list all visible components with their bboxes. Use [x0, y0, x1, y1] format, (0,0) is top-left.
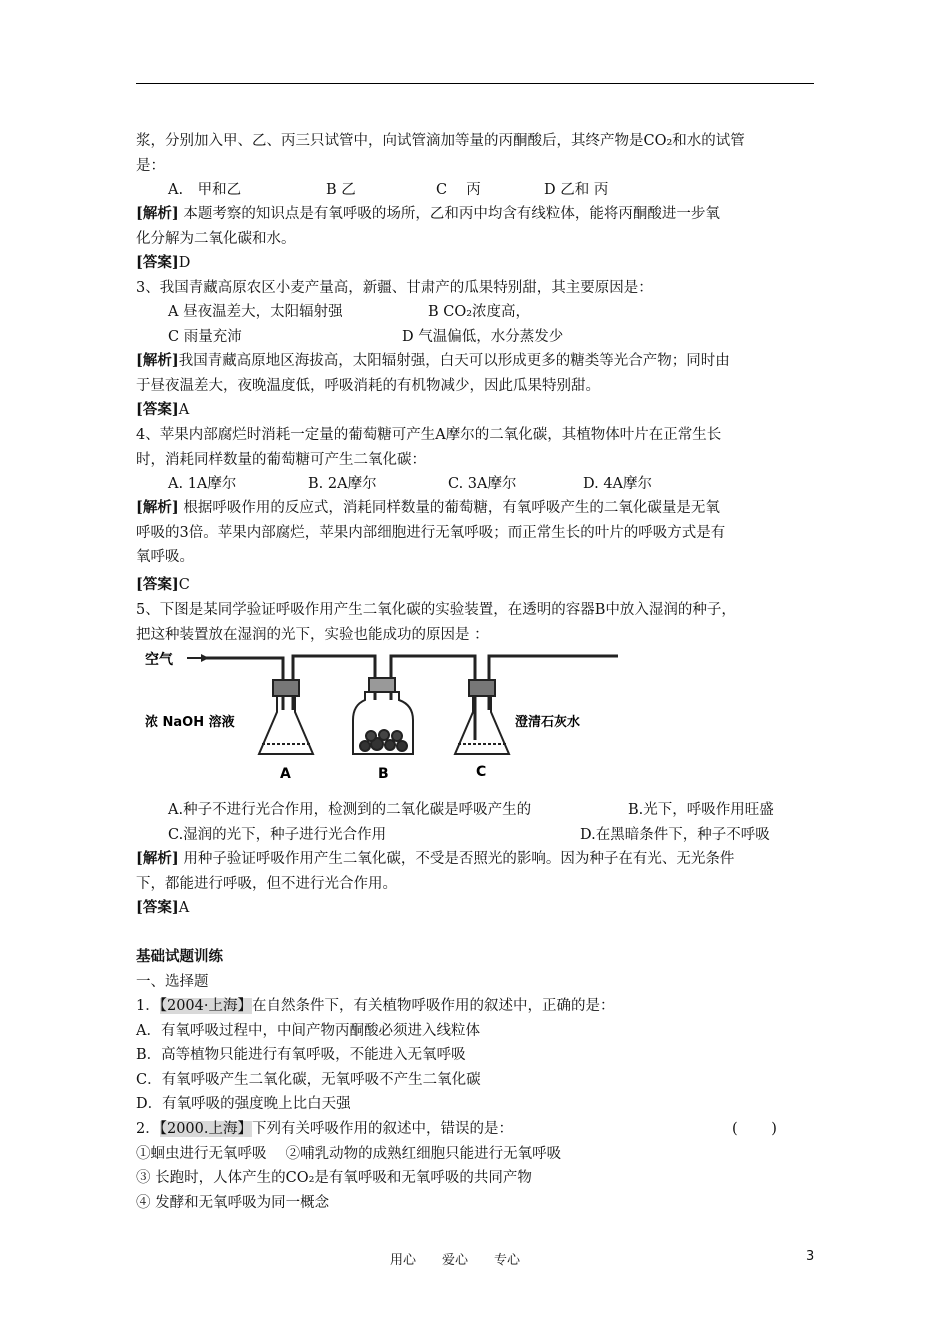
answer-value: A [178, 402, 190, 418]
page-number: 3 [806, 1249, 815, 1264]
analysis-text: 用种子验证呼吸作用产生二氧化碳，不受是否照光的影响。因为种子在有光、无光条件 [178, 851, 735, 867]
option-d: D．有氧呼吸的强度晚上比白天强 [136, 1096, 351, 1112]
analysis-text: 根据呼吸作用的反应式，消耗同样数量的葡萄糖，有氧呼吸产生的二氧化碳量是无氧 [178, 500, 720, 516]
section-heading: 基础试题训练 [136, 948, 223, 965]
air-label: 空气 [145, 652, 173, 668]
text-line: 3、我国青藏高原农区小麦产量高，新疆、甘肃产的瓜果特别甜，其主要原因是： [136, 280, 653, 296]
analysis-text: 本题考察的知识点是有氧呼吸的场所，乙和丙中均含有线粒体，能将丙酮酸进一步氧 [178, 206, 720, 222]
statement-1-2: ①蛔虫进行无氧呼吸 ②哺乳动物的成熟红细胞只能进行无氧呼吸 [136, 1146, 562, 1162]
answer-value: A [178, 900, 190, 916]
option-c: C.湿润的光下，种子进行光合作用 [168, 827, 387, 843]
analysis-line [136, 204, 720, 224]
answer-tag: [答案] [136, 576, 179, 593]
question-number: 2． [136, 1121, 160, 1137]
header-rule [136, 83, 814, 84]
option-a: A.种子不进行光合作用，检测到的二氧化碳是呼吸产生的 [168, 802, 532, 818]
text-line: 是： [136, 158, 165, 174]
question-options [168, 180, 608, 200]
question-text: 在自然条件下，有关植物呼吸作用的叙述中，正确的是： [252, 998, 615, 1014]
text-line: 4、苹果内部腐烂时消耗一定量的葡萄糖可产生A摩尔的二氧化碳，其植物体叶片在正常生长 [136, 427, 722, 443]
text-line: 5、下图是某同学验证呼吸作用产生二氧化碳的实验装置，在透明的容器B中放入湿润的种子， [136, 602, 736, 618]
label-c: C [476, 764, 487, 780]
analysis-tag: [解析] [136, 352, 179, 369]
answer-line [136, 575, 190, 595]
option-b: B CO₂浓度高， [428, 304, 531, 320]
question-text: 下列有关呼吸作用的叙述中，错误的是： [252, 1121, 513, 1137]
flask-a [259, 680, 313, 754]
question-2 [136, 1119, 513, 1139]
answer-blank: ( ) [732, 1121, 777, 1137]
label-a: A [280, 766, 291, 782]
answer-line [136, 898, 189, 918]
answer-line [136, 253, 190, 273]
text-line: 氧呼吸。 [136, 549, 194, 565]
text-line: 把这种装置放在湿润的光下，实验也能成功的原因是 ： [136, 627, 489, 643]
answer-line [136, 400, 189, 420]
question-1 [136, 996, 615, 1016]
analysis-tag: [解析] [136, 499, 179, 516]
option-d: D 气温偏低，水分蒸发少 [402, 329, 564, 345]
label-b: B [378, 766, 389, 782]
text-line: 时，消耗同样数量的葡萄糖可产生二氧化碳： [136, 452, 426, 468]
question-options [168, 474, 652, 494]
footer-motto: 用心 爱心 专心 [390, 1253, 521, 1268]
analysis-tag: [解析] [136, 205, 179, 222]
option-a: A. 甲和乙 [168, 182, 242, 198]
text-line: 浆，分别加入甲、乙、丙三只试管中，向试管滴加等量的丙酮酸后，其终产物是CO₂和水的试管 [136, 133, 745, 149]
answer-tag: [答案] [136, 899, 179, 916]
option-a: A 昼夜温差大，太阳辐射强 [168, 304, 343, 320]
flask-c [455, 680, 509, 754]
option-c: C 丙 [436, 182, 481, 198]
answer-value: C [178, 577, 190, 593]
analysis-line [136, 498, 720, 518]
text-line: 下，都能进行呼吸，但不进行光合作用。 [136, 876, 397, 892]
question-number: 1． [136, 998, 160, 1014]
analysis-line [136, 849, 734, 869]
answer-tag: [答案] [136, 401, 179, 418]
option-b: B．高等植物只能进行有氧呼吸，不能进入无氧呼吸 [136, 1047, 466, 1063]
text-line: 于昼夜温差大，夜晚温度低，呼吸消耗的有机物减少，因此瓜果特别甜。 [136, 378, 600, 394]
text-line: 呼吸的3倍。苹果内部腐烂，苹果内部细胞进行无氧呼吸；而正常生长的叶片的呼吸方式是有 [136, 525, 726, 541]
analysis-tag: [解析] [136, 850, 179, 867]
answer-tag: [答案] [136, 254, 179, 271]
option-c: C．有氧呼吸产生二氧化碳，无氧呼吸不产生二氧化碳 [136, 1072, 481, 1088]
statement-4: ④ 发酵和无氧呼吸为同一概念 [136, 1195, 330, 1211]
analysis-line [136, 351, 730, 371]
answer-value: D [178, 255, 191, 271]
source-tag: 【2004·上海】 [159, 998, 252, 1014]
naoh-label: 浓 NaOH 溶液 [145, 715, 235, 730]
analysis-text: 我国青藏高原地区海拔高，太阳辐射强，白天可以形成更多的糖类等光合产物；同时由 [178, 353, 730, 369]
option-b: B 乙 [326, 182, 356, 198]
option-d: D.在黑暗条件下，种子不呼吸 [580, 827, 770, 843]
option-c: C. 3A摩尔 [448, 476, 517, 492]
bottle-b [353, 678, 413, 754]
limewater-label: 澄清石灰水 [515, 715, 581, 730]
experiment-apparatus-figure [143, 650, 618, 785]
option-a: A. 1A摩尔 [168, 476, 237, 492]
text-line: 化分解为二氧化碳和水。 [136, 231, 296, 247]
option-d: D 乙和 丙 [544, 182, 609, 198]
option-b: B. 2A摩尔 [308, 476, 377, 492]
option-b: B.光下，呼吸作用旺盛 [628, 802, 774, 818]
source-tag: 【2000.上海】 [159, 1121, 252, 1137]
option-c: C 雨量充沛 [168, 329, 242, 345]
subsection-heading: 一、选择题 [136, 974, 209, 990]
option-a: A．有氧呼吸过程中，中间产物丙酮酸必须进入线粒体 [136, 1023, 480, 1039]
option-d: D. 4A摩尔 [583, 476, 653, 492]
statement-3: ③ 长跑时，人体产生的CO₂是有氧呼吸和无氧呼吸的共同产物 [136, 1170, 532, 1186]
